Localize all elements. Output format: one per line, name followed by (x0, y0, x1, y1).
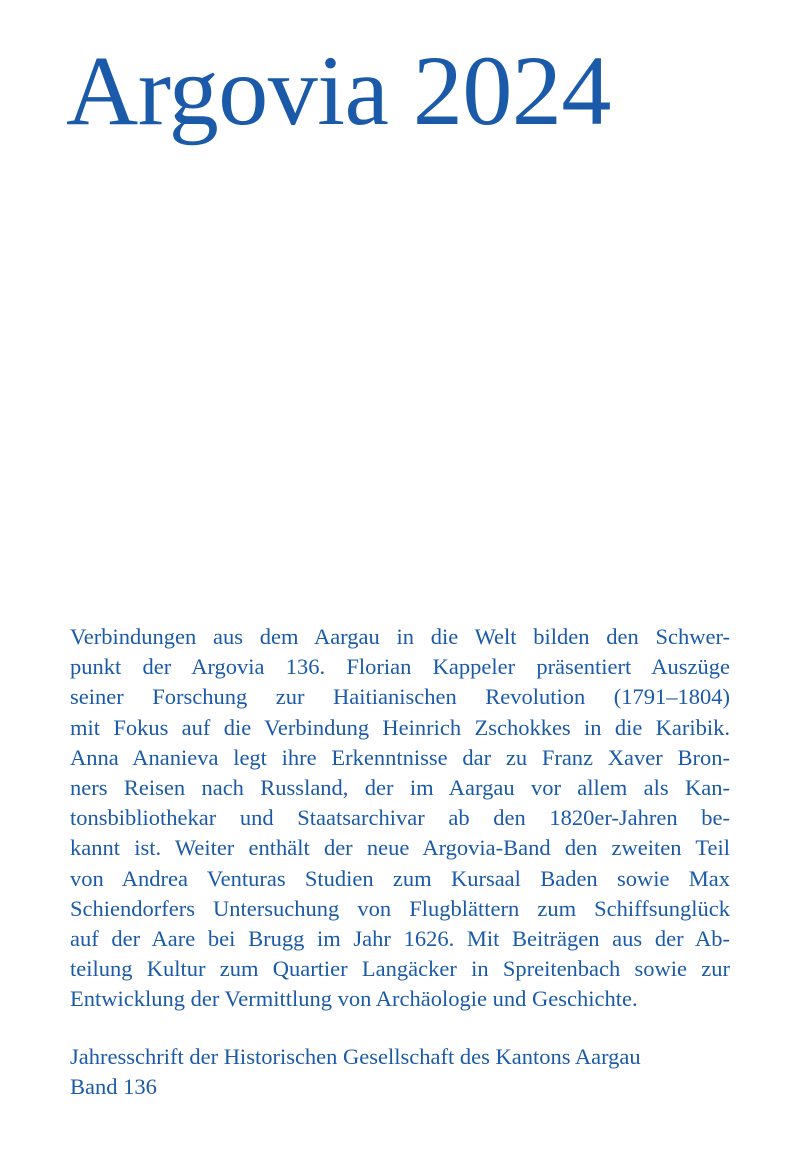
description-line: ners Reisen nach Russland, der im Aargau vor allem als Kan- (70, 775, 730, 801)
description-line: Schiendorfers Untersuchung von Flugblättern zum Schiffsunglück (70, 895, 730, 921)
description-line: Entwicklung der Vermittlung von Archäologie und Geschichte. (70, 986, 638, 1012)
cover-footer (70, 1042, 730, 1102)
description-line: von Andrea Venturas Studien zum Kursaal Baden sowie Max (70, 865, 730, 891)
description-line: auf der Aare bei Brugg im Jahr 1626. Mit Beiträgen aus der Ab- (70, 926, 730, 952)
description-line: Verbindungen aus dem Aargau in die Welt bilden den Schwer- (70, 624, 730, 649)
publication-subtitle: Jahresschrift der Historischen Gesellschaft des Kantons Aargau (70, 1044, 641, 1069)
description-line: Anna Ananieva legt ihre Erkenntnisse dar zu Franz Xaver Bron- (70, 744, 730, 770)
description-line: teilung Kultur zum Quartier Langäcker in Spreitenbach sowie zur (70, 956, 730, 982)
description-line: mit Fokus auf die Verbindung Heinrich Zschokkes in die Karibik. (70, 714, 730, 740)
volume-number: Band 136 (70, 1074, 157, 1100)
description-line: seiner Forschung zur Haitianischen Revolution (1791–1804) (70, 684, 730, 710)
description-line: punkt der Argovia 136. Florian Kappeler präsentiert Auszüge (70, 654, 730, 680)
cover-description (70, 622, 730, 1015)
description-line: kannt ist. Weiter enthält der neue Argovia-Band den zweiten Teil (70, 835, 730, 861)
description-line: tonsbibliothekar und Staatsarchivar ab den 1820er-Jahren be- (70, 805, 730, 831)
cover-title: Argovia 2024 (66, 35, 611, 146)
